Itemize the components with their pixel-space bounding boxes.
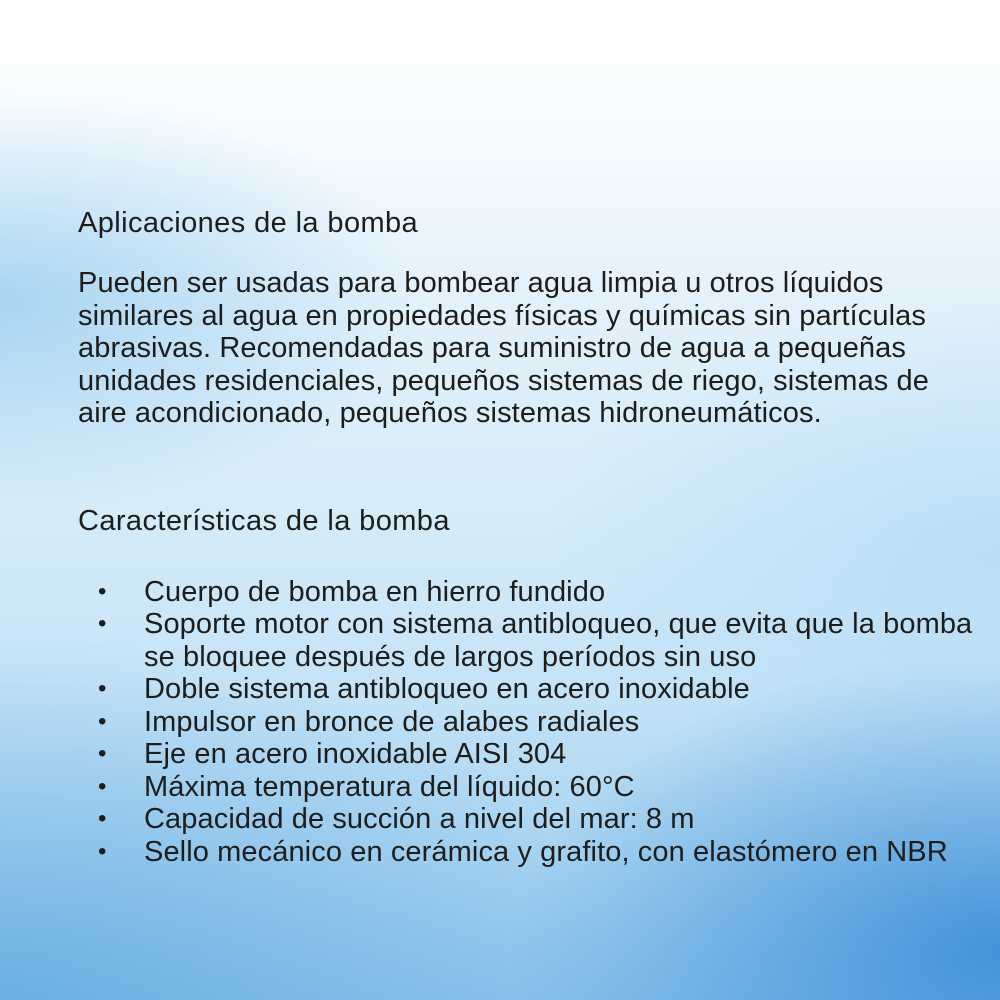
features-heading: Características de la bomba (78, 504, 450, 537)
document-page (78, 205, 978, 868)
bullet-icon: • (98, 837, 107, 865)
list-item (78, 608, 978, 673)
feature-text: Máxima temperatura del líquido: 60°C (144, 770, 635, 803)
feature-text: Sello mecánico en cerámica y grafito, con elastómero en NBR (144, 835, 948, 868)
feature-text: Eje en acero inoxidable AISI 304 (144, 738, 567, 770)
bullet-icon: • (98, 772, 107, 800)
bullet-icon: • (98, 707, 107, 735)
feature-text: Capacidad de succión a nivel del mar: 8 m (144, 803, 695, 835)
feature-text: Cuerpo de bomba en hierro fundido (144, 575, 606, 608)
list-item (78, 576, 978, 609)
feature-text: Impulsor en bronce de alabes radiales (144, 705, 640, 738)
list-item (78, 738, 978, 771)
bullet-icon: • (98, 740, 107, 767)
feature-text: Doble sistema antibloqueo en acero inoxidable (144, 673, 750, 705)
list-item (78, 673, 978, 706)
list-item (78, 771, 978, 804)
list-item (78, 803, 978, 836)
applications-paragraph: Pueden ser usadas para bombear agua limpia u otros líquidos similares al agua en propiedades físicas y químicas sin partículas abrasivas. Recomendadas para suministro de agua a pequeñas unidades residenciales, pequeños sistemas de riego, sistemas de aire acondicionado, pequeños sistemas hidroneumáticos. (78, 267, 930, 429)
bullet-icon: • (98, 610, 107, 637)
applications-heading: Aplicaciones de la bomba (78, 207, 419, 239)
bullet-icon: • (98, 675, 107, 702)
bullet-icon: • (98, 805, 107, 832)
list-item (78, 836, 978, 869)
list-item (78, 706, 978, 739)
bullet-icon: • (98, 577, 107, 605)
features-list (78, 576, 978, 869)
feature-text: Soporte motor con sistema antibloqueo, que evita que la bomba se bloquee después de largos períodos sin uso (144, 608, 973, 673)
